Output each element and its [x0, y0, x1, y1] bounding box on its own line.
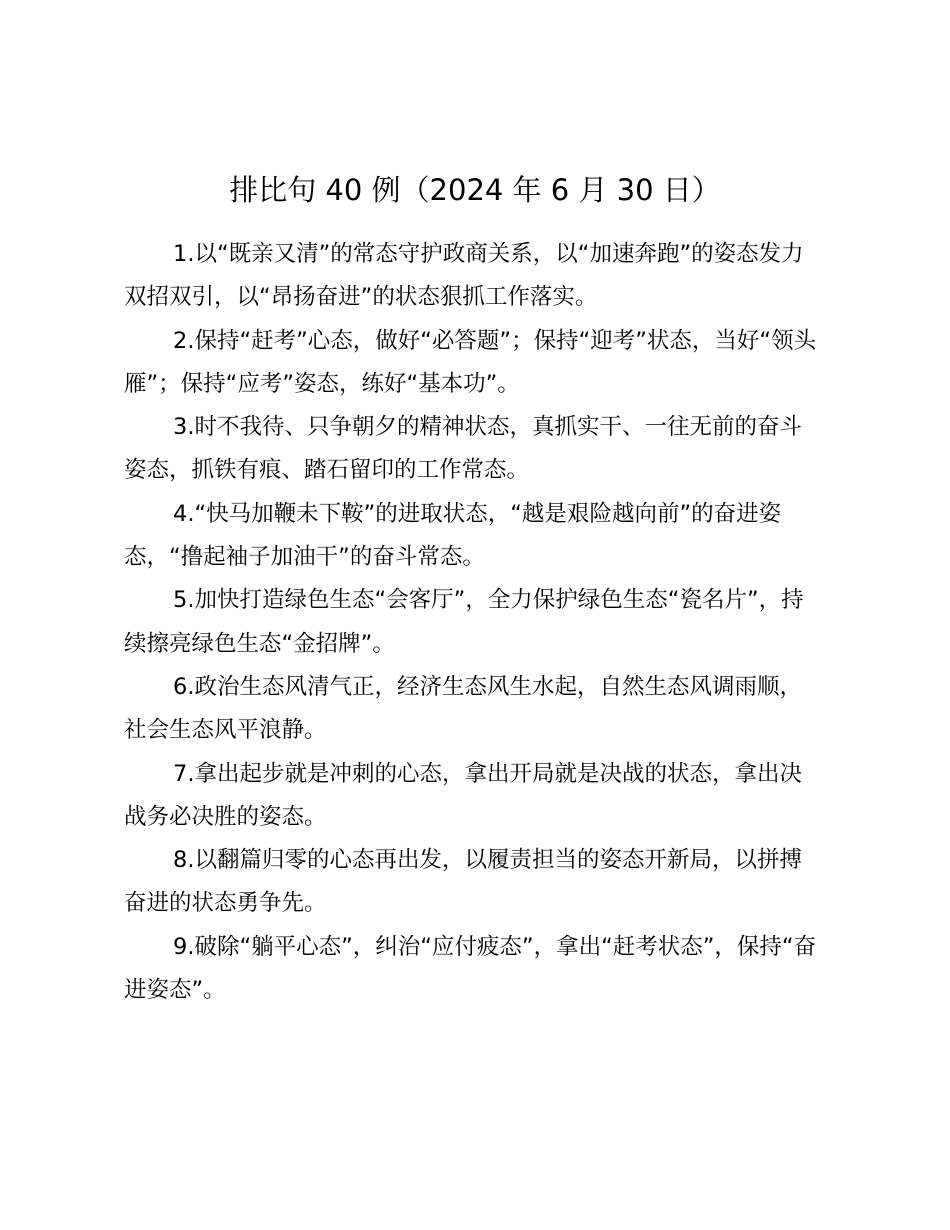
paragraph-8: 8.以翻篇归零的心态再出发，以履责担当的姿态开新局，以拼搏奋进的状态勇争先。 [124, 847, 802, 917]
paragraph-1: 1.以“既亲又清”的常态守护政商关系，以“加速奔跑”的姿态发力双招双引，以“昂扬奋进”的状态狠抓工作落实。 [124, 241, 804, 311]
paragraph-2: 2.保持“赶考”心态，做好“必答题”；保持“迎考”状态，当好“领头雁”；保持“应考”姿态，练好“基本功”。 [124, 327, 817, 397]
paragraph-9: 9.破除“躺平心态”，纠治“应付疲态”，拿出“赶考状态”，保持“奋进姿态”。 [124, 933, 817, 1004]
document-body [124, 233, 824, 1012]
paragraph-5: 5.加快打造绿色生态“会客厅”，全力保护绿色生态“瓷名片”，持续擦亮绿色生态“金招牌”。 [124, 587, 804, 657]
document-title: 排比句 40 例（2024 年 6 月 30 日） [229, 173, 721, 207]
paragraph-6: 6.政治生态风清气正，经济生态风生水起，自然生态风调雨顺，社会生态风平浪静。 [124, 673, 802, 744]
paragraph-4: 4.“快马加鞭未下鞍”的进取状态，“越是艰险越向前”的奋进姿态，“撸起袖子加油干”的奋斗常态。 [124, 500, 782, 571]
paragraph-3: 3.时不我待、只争朝夕的精神状态，真抓实干、一往无前的奋斗姿态，抓铁有痕、踏石留印的工作常态。 [124, 414, 802, 484]
paragraph-7: 7.拿出起步就是冲刺的心态，拿出开局就是决战的状态，拿出决战务必决胜的姿态。 [124, 760, 802, 830]
